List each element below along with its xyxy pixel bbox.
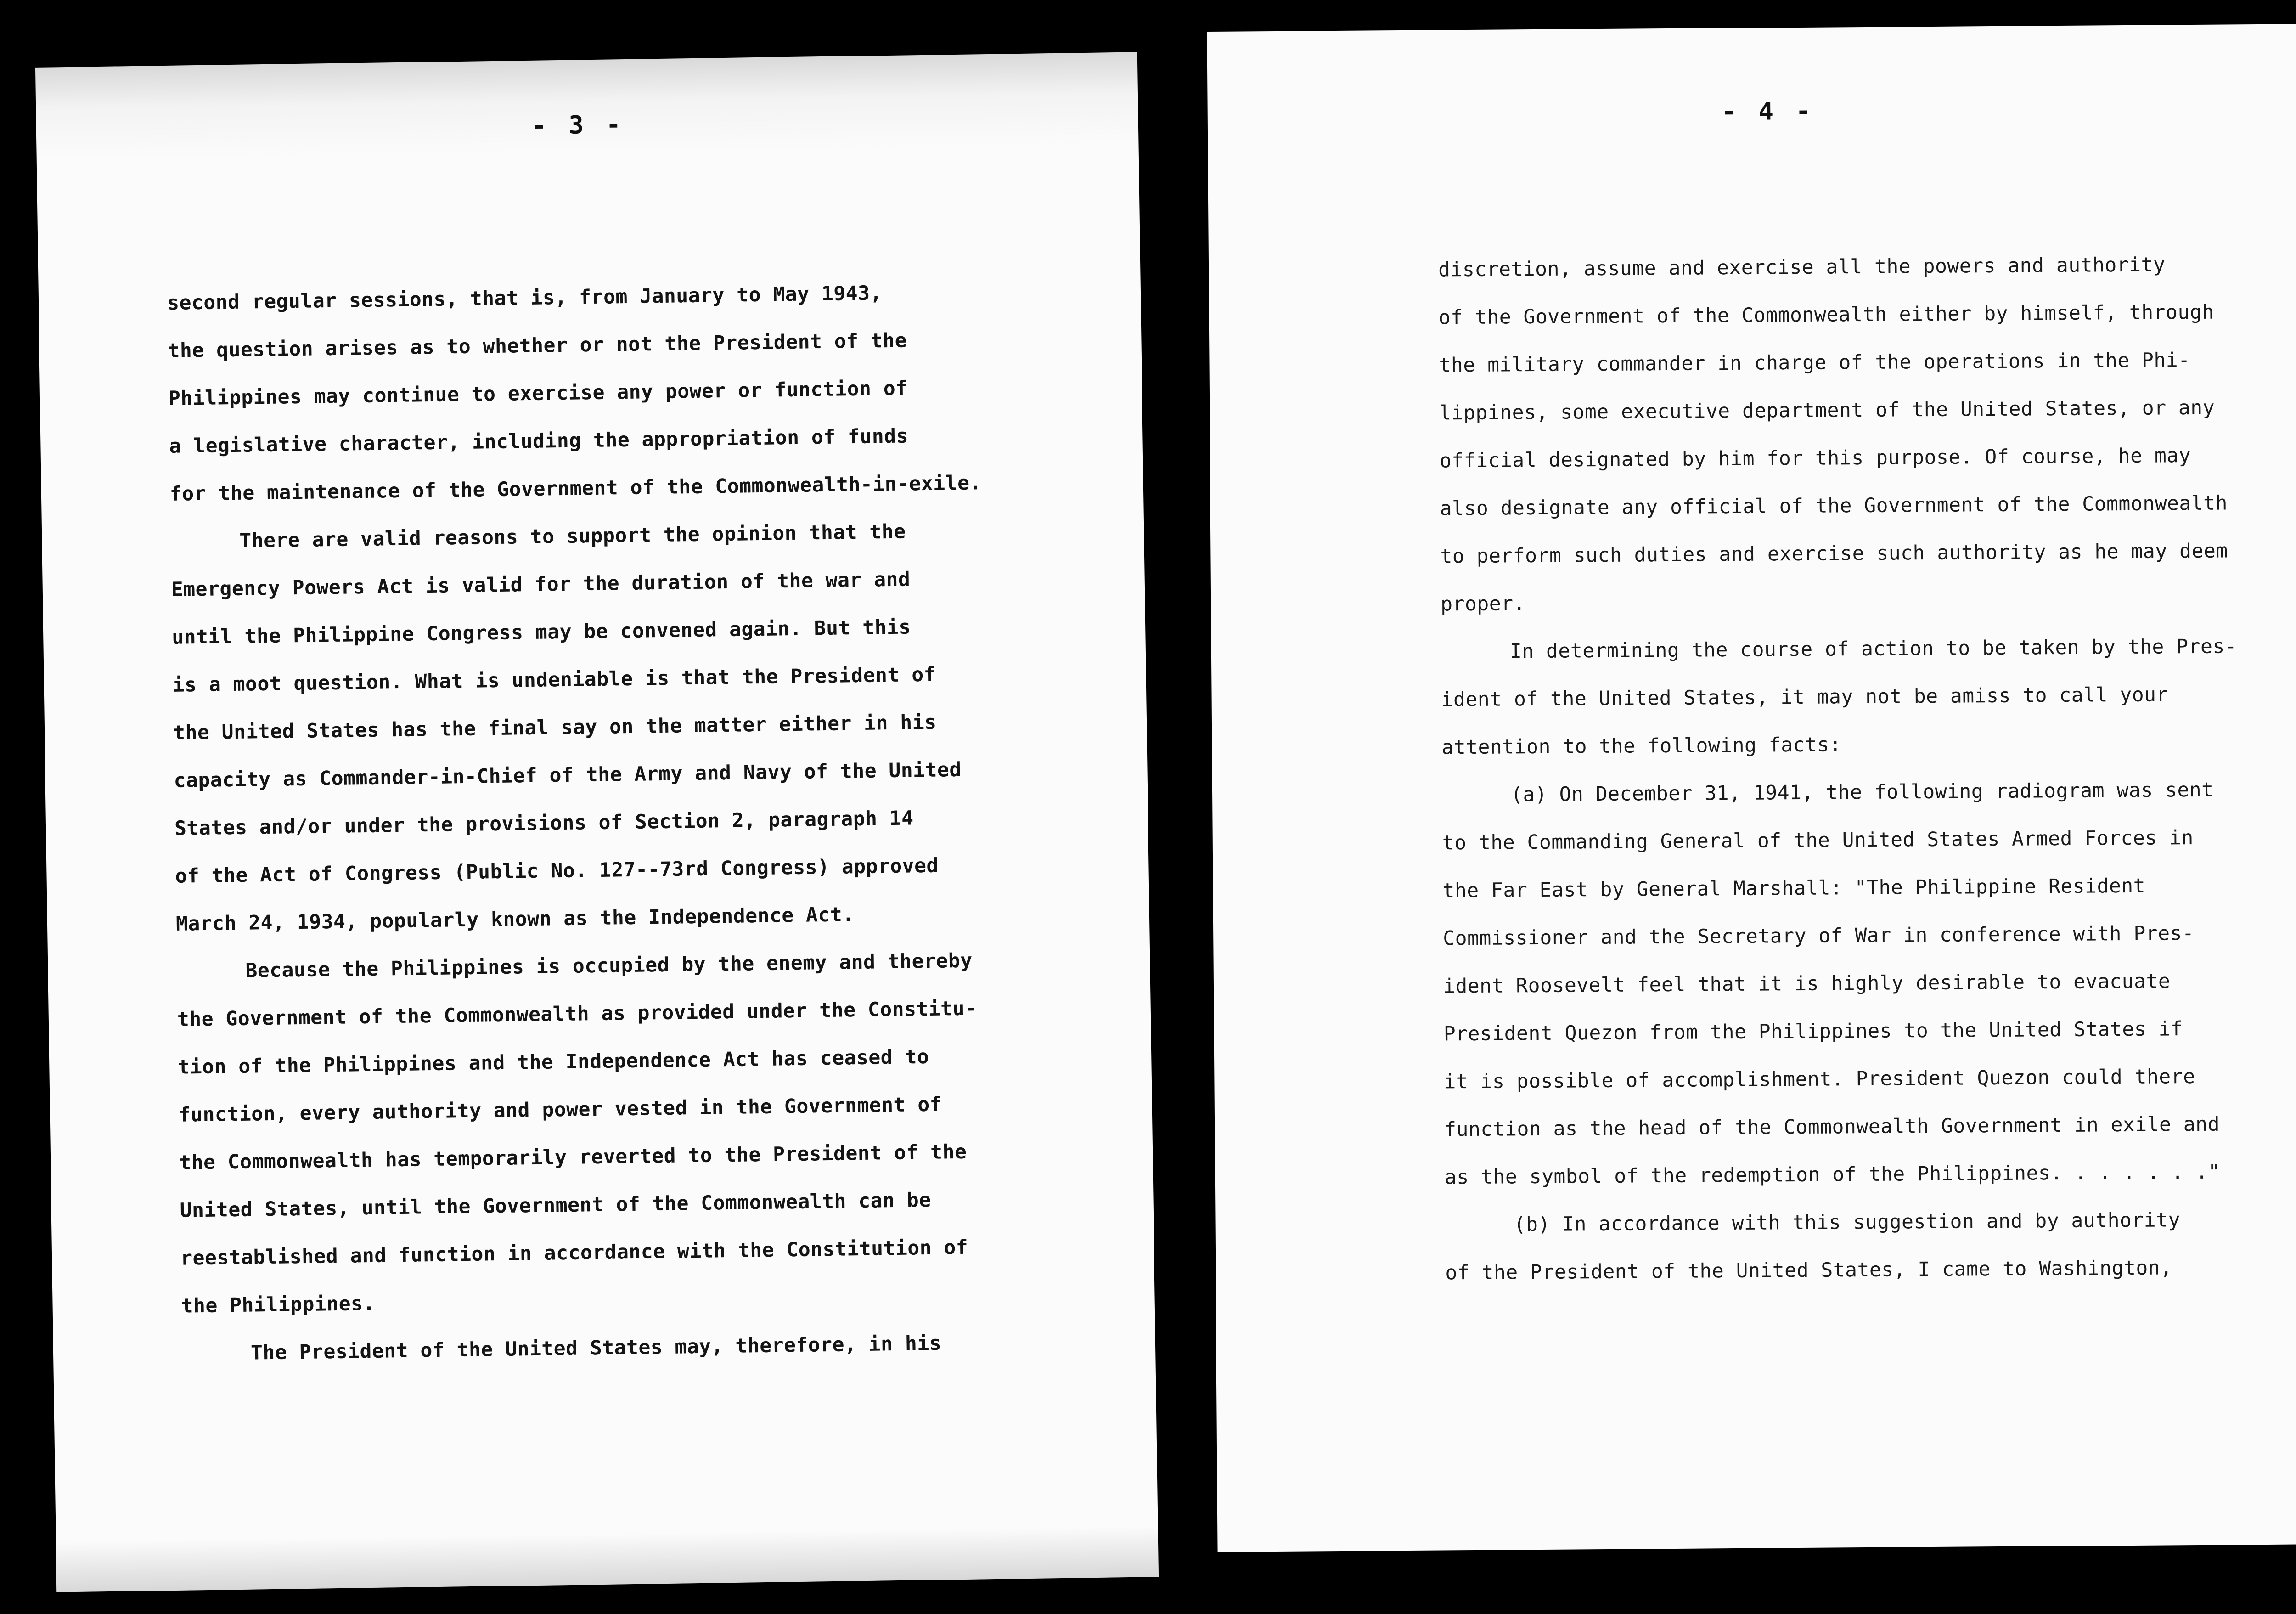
text-line: The President of the United States may, therefore, in his [250,1332,942,1365]
text-line: In determining the course of action to be taken by the Pres- [1509,635,2237,663]
text-line: to perform such duties and exercise such authority as he may deem [1440,539,2228,568]
text-line: United States, until the Government of the Commonwealth can be [180,1188,931,1222]
text-line: function, every authority and power vested in the Government of [178,1093,942,1127]
text-line: the Far East by General Marshall: "The Philippine Resident [1442,874,2146,903]
text-line: Because the Philippines is occupied by the enemy and thereby [245,949,973,982]
text-line: Emergency Powers Act is valid for the duration of the war and [171,568,911,601]
text-line: function as the head of the Commonwealth Government in exile and [1444,1112,2220,1141]
text-line: the Government of the Commonwealth as provided under the Constitu- [177,997,977,1031]
text-line: ident Roosevelt feel that it is highly desirable to evacuate [1443,970,2171,998]
text-line: March 24, 1934, popularly known as the Independence Act. [175,903,855,936]
text-line: capacity as Commander-in-Chief of the Army and Navy of the United [174,758,962,792]
page-number: - 3 - [531,110,625,140]
text-line: the Philippines. [181,1292,376,1318]
text-line: for the maintenance of the Government of the Commonwealth-in-exile. [169,471,982,506]
text-line: President Quezon from the Philippines to the United States if [1443,1017,2183,1046]
text-line: until the Philippine Congress may be convened again. But this [171,615,912,649]
text-line: the question arises as to whether or not the President of the [168,329,907,362]
page-body [167,267,1077,1378]
text-line: reestablished and function in accordance with the Constitution of [180,1236,968,1270]
text-line: a legislative character, including the appropriation of funds [169,424,909,458]
text-line: the military commander in charge of the operations in the Phi- [1439,349,2190,377]
text-line: lippines, some executive department of the United States, or any [1439,396,2215,425]
text-line: Commissioner and the Secretary of War in conference with Pres- [1443,922,2195,950]
right-page [1207,23,2296,1552]
text-line: proper. [1441,592,1526,616]
text-line: attention to the following facts: [1441,733,1842,759]
text-line: the Commonwealth has temporarily reverted to the President of the [179,1140,967,1174]
text-line: ident of the United States, it may not be amiss to call your [1441,683,2169,711]
text-line: to the Commanding General of the United States Armed Forces in [1442,826,2194,855]
text-line: it is possible of accomplishment. President Quezon could there [1444,1065,2195,1094]
text-line: (b) In accordance with this suggestion and by authority [1514,1208,2181,1236]
text-line: There are valid reasons to support the opinion that the [239,520,906,553]
text-line: of the Government of the Commonwealth either by himself, through [1438,300,2214,329]
page-number: - 4 - [1721,96,1815,126]
text-line: official designated by him for this purpose. Of course, he may [1439,444,2191,473]
text-line: tion of the Philippines and the Independence Act has ceased to [178,1045,929,1079]
text-line: of the President of the United States, I came to Washington, [1445,1256,2172,1285]
left-page [35,52,1159,1592]
page-body [1438,240,2296,1297]
text-line: second regular sessions, that is, from January to May 1943, [167,282,883,315]
text-line: (a) On December 31, 1941, the following radiogram was sent [1510,778,2214,807]
text-line: is a moot question. What is undeniable is that the President of [172,663,936,697]
text-line: of the Act of Congress (Public No. 127--73rd Congress) approved [175,854,939,888]
text-line: also designate any official of the Government of the Commonwealth [1440,491,2228,520]
text-line: discretion, assume and exercise all the powers and authority [1438,253,2166,282]
text-line: as the symbol of the redemption of the Philippines. . . . . . ." [1444,1160,2220,1189]
text-line: the United States has the final say on the matter either in his [173,711,937,745]
text-line: Philippines may continue to exercise any power or function of [168,377,908,410]
text-line: States and/or under the provisions of Section 2, paragraph 14 [174,807,914,840]
